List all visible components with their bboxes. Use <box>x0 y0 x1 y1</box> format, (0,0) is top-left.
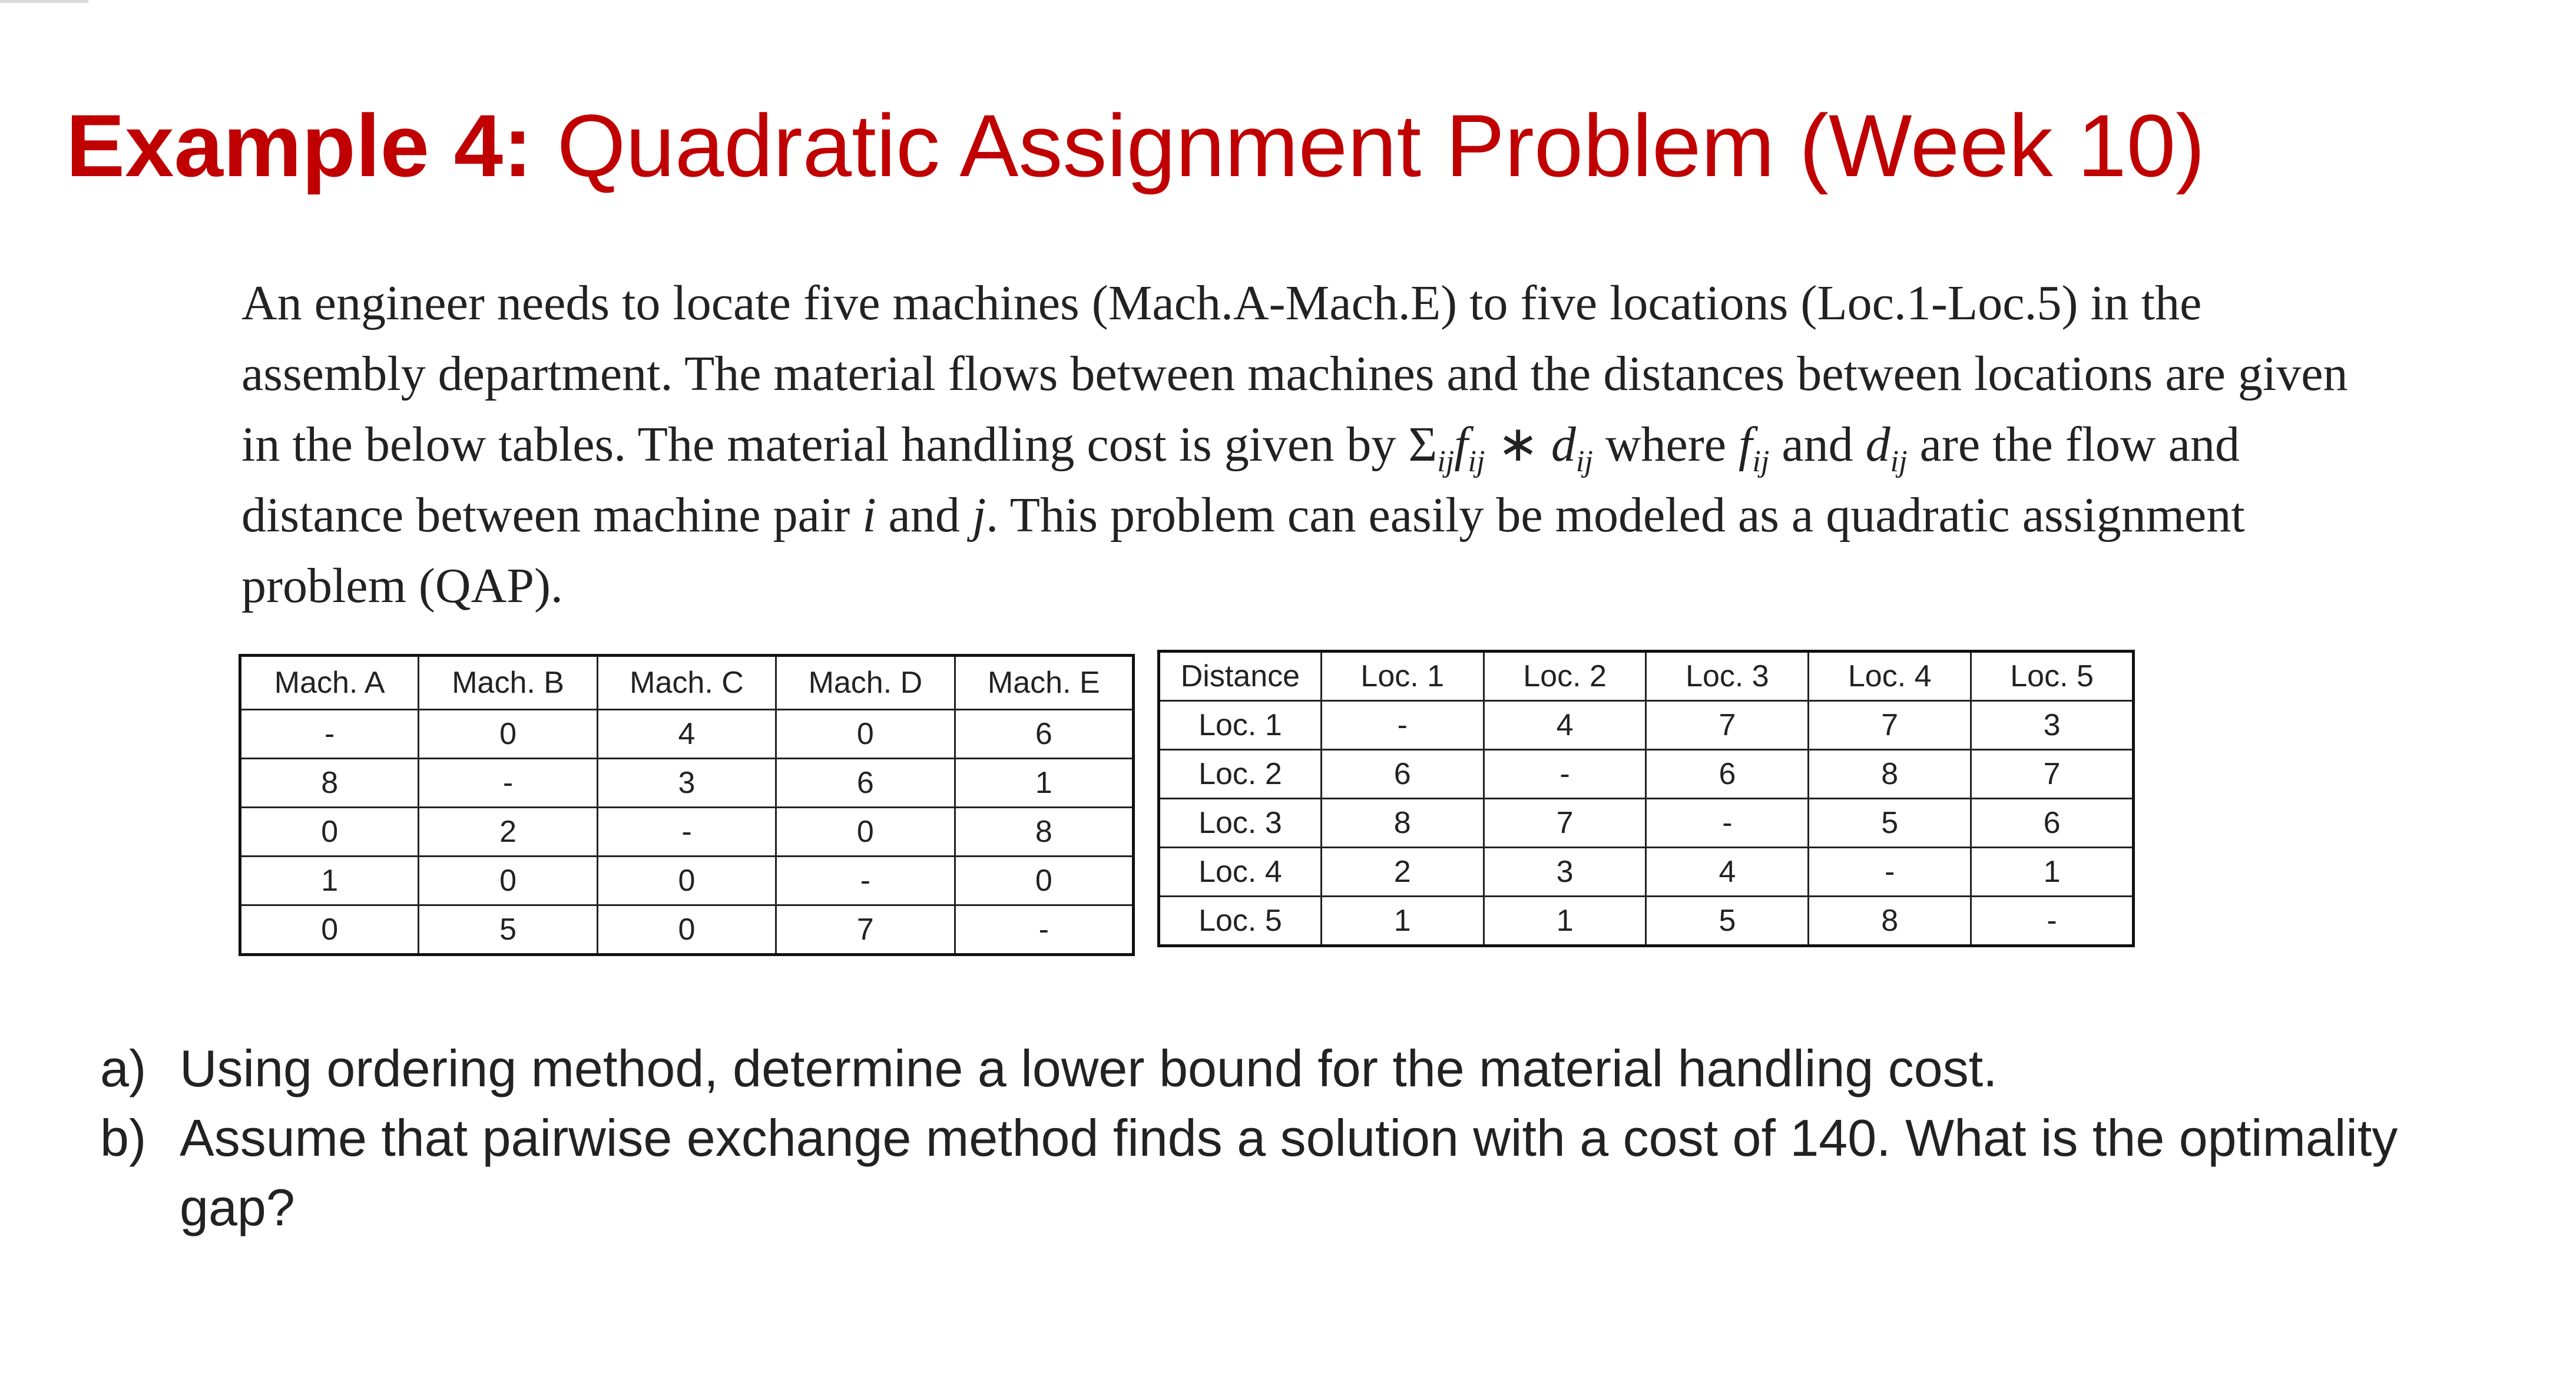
para-text-3: and <box>1769 417 1866 472</box>
distance-cell: 8 <box>1809 750 1971 799</box>
times-symbol: ∗ <box>1485 417 1551 472</box>
distance-cell: 1 <box>1321 897 1484 946</box>
para-text-6: . This problem can easily be modeled as a quadratic assignment problem (QAP). <box>241 488 2245 613</box>
distance-cell: 4 <box>1484 701 1646 750</box>
flow-cell: 0 <box>597 857 776 905</box>
distance-header-cell: Loc. 5 <box>1971 652 2134 701</box>
flow-cell: - <box>955 905 1133 955</box>
flow-subscript-2: ij <box>1752 445 1770 479</box>
distance-cell: 7 <box>1971 750 2134 799</box>
flow-header-cell: Mach. B <box>419 656 597 710</box>
distance-table-row <box>1159 750 2134 799</box>
flow-table-row <box>240 808 1134 857</box>
distance-header-cell: Loc. 3 <box>1646 652 1809 701</box>
distance-table-row <box>1159 848 2134 897</box>
distance-cell: 8 <box>1321 799 1484 848</box>
title-text: Quadratic Assignment Problem (Week 10) <box>557 96 2206 195</box>
distance-cell: 8 <box>1809 897 1971 946</box>
flow-table-row <box>240 857 1134 905</box>
flow-cell: - <box>419 759 597 808</box>
flow-cell: 7 <box>776 905 955 955</box>
slide-title <box>66 97 2205 194</box>
var-j: j <box>972 488 986 543</box>
distance-header-cell: Loc. 4 <box>1809 652 1971 701</box>
flow-cell: 0 <box>419 710 597 759</box>
sum-subscript: ij <box>1437 445 1455 479</box>
flow-table-row <box>240 905 1134 955</box>
sum-symbol: Σ <box>1408 417 1438 472</box>
question-label: a) <box>100 1039 147 1097</box>
question-item <box>100 1103 2515 1242</box>
question-list <box>100 1034 2515 1242</box>
flow-cell: 6 <box>776 759 955 808</box>
flow-header-cell: Mach. A <box>240 656 419 710</box>
flow-symbol: f <box>1454 417 1468 472</box>
distance-row-label: Loc. 1 <box>1159 701 1322 750</box>
flow-table-header-row <box>240 656 1134 710</box>
flow-cell: - <box>240 710 419 759</box>
distance-subscript-2: ij <box>1890 445 1908 479</box>
flow-cell: 0 <box>597 905 776 955</box>
distance-table-row <box>1159 897 2134 946</box>
flow-cell: 0 <box>240 905 419 955</box>
flow-table <box>239 654 1135 956</box>
distance-cell: 1 <box>1971 848 2134 897</box>
distance-table-header-row <box>1159 652 2134 701</box>
distance-symbol: d <box>1551 417 1576 472</box>
distance-subscript: ij <box>1575 445 1593 479</box>
distance-cell: 6 <box>1321 750 1484 799</box>
flow-header-cell: Mach. D <box>776 656 955 710</box>
flow-cell: 0 <box>955 857 1133 905</box>
top-divider-line <box>0 0 88 3</box>
question-label: b) <box>100 1109 147 1167</box>
distance-row-label: Loc. 4 <box>1159 848 1322 897</box>
para-text-5: and <box>876 488 972 543</box>
distance-cell: - <box>1321 701 1484 750</box>
distance-row-label: Loc. 2 <box>1159 750 1322 799</box>
distance-cell: 6 <box>1971 799 2134 848</box>
distance-cell: - <box>1809 848 1971 897</box>
distance-cell: 3 <box>1484 848 1646 897</box>
flow-cell: 2 <box>419 808 597 857</box>
distance-header-cell: Loc. 2 <box>1484 652 1646 701</box>
distance-cell: 4 <box>1646 848 1809 897</box>
distance-cell: 1 <box>1484 897 1646 946</box>
distance-symbol-2: d <box>1865 417 1890 472</box>
distance-row-label: Loc. 3 <box>1159 799 1322 848</box>
problem-description <box>241 268 2391 621</box>
flow-cell: 8 <box>240 759 419 808</box>
flow-cell: 3 <box>597 759 776 808</box>
para-text-4: are the flow and distance between machine pair <box>241 417 2240 543</box>
flow-cell: 0 <box>240 808 419 857</box>
flow-subscript: ij <box>1468 445 1485 479</box>
flow-cell: 1 <box>240 857 419 905</box>
distance-row-label: Loc. 5 <box>1159 897 1322 946</box>
distance-header-cell: Loc. 1 <box>1321 652 1484 701</box>
question-text: Using ordering method, determine a lower bound for the material handling cost. <box>180 1039 1998 1097</box>
flow-header-cell: Mach. E <box>955 656 1133 710</box>
distance-cell: 5 <box>1809 799 1971 848</box>
flow-symbol-2: f <box>1739 417 1753 472</box>
distance-cell: 7 <box>1809 701 1971 750</box>
question-text: Assume that pairwise exchange method finds a solution with a cost of 140. What is the optimality gap? <box>180 1109 2398 1236</box>
flow-cell: - <box>597 808 776 857</box>
question-item <box>100 1034 2515 1103</box>
flow-table-row <box>240 759 1134 808</box>
flow-cell: 0 <box>776 808 955 857</box>
flow-cell: 1 <box>955 759 1133 808</box>
distance-cell: 7 <box>1484 799 1646 848</box>
flow-cell: 5 <box>419 905 597 955</box>
distance-cell: 2 <box>1321 848 1484 897</box>
para-text-2: where <box>1592 417 1739 472</box>
distance-cell: - <box>1646 799 1809 848</box>
distance-header-cell: Distance <box>1159 652 1322 701</box>
flow-cell: 0 <box>419 857 597 905</box>
distance-cell: - <box>1971 897 2134 946</box>
flow-header-cell: Mach. C <box>597 656 776 710</box>
flow-cell: 4 <box>597 710 776 759</box>
para-text-1: An engineer needs to locate five machines (Mach.A-Mach.E) to five locations (Loc.1-Loc.5) in the assembly department. The material flows between machines and the distances between locations are given in the below tables. The material handling cost is given by <box>241 276 2348 472</box>
distance-cell: 7 <box>1646 701 1809 750</box>
flow-cell: 6 <box>955 710 1133 759</box>
distance-cell: 6 <box>1646 750 1809 799</box>
distance-table <box>1157 650 2135 947</box>
distance-table-row <box>1159 799 2134 848</box>
distance-table-row <box>1159 701 2134 750</box>
flow-cell: - <box>776 857 955 905</box>
flow-table-row <box>240 710 1134 759</box>
flow-cell: 8 <box>955 808 1133 857</box>
var-i: i <box>862 488 876 543</box>
flow-cell: 0 <box>776 710 955 759</box>
distance-cell: - <box>1484 750 1646 799</box>
distance-cell: 3 <box>1971 701 2134 750</box>
title-prefix: Example 4: <box>66 96 533 195</box>
distance-cell: 5 <box>1646 897 1809 946</box>
